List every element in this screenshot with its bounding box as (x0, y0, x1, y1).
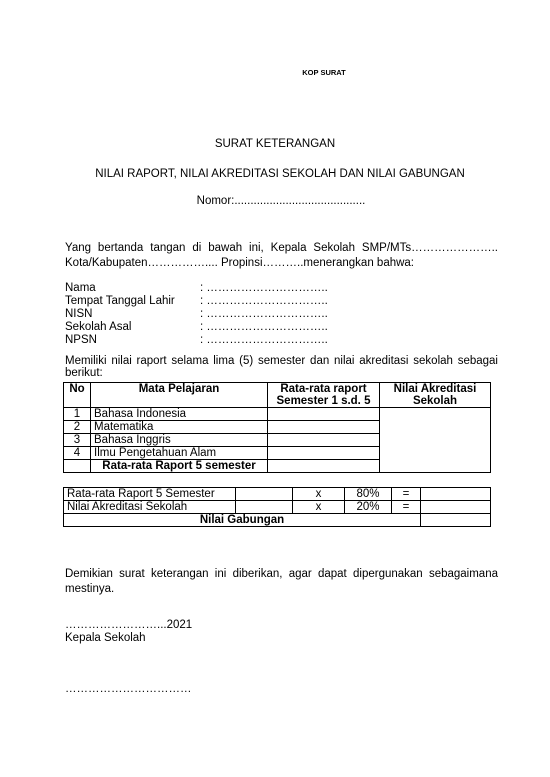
document-number: Nomor:......................................... (196, 195, 366, 207)
signature-name-line: …………………………… (65, 683, 192, 695)
row-subject: Ilmu Pengetahuan Alam (91, 447, 268, 460)
header-akred-line-2: Sekolah (412, 395, 458, 407)
score-result-cell (421, 501, 491, 514)
document-title: SURAT KETERANGAN (214, 138, 336, 150)
field-label: Nama (65, 282, 96, 294)
combined-score-result-cell (421, 514, 491, 527)
table-row (64, 488, 491, 501)
header-rata-line-1: Rata-rata raport (280, 383, 367, 395)
grades-intro-line-1: Memiliki nilai raport selama lima (5) semester dan nilai akreditasi sekolah sebagai (65, 355, 498, 367)
score-weight: 80% (345, 488, 392, 501)
field-label: Tempat Tanggal Lahir (65, 294, 175, 307)
score-label: Rata-rata Raport 5 Semester (64, 488, 236, 501)
grades-intro-line-2: berikut: (65, 366, 103, 379)
table-row (64, 501, 491, 514)
closing-paragraph (65, 567, 498, 596)
combined-score-table (63, 487, 491, 527)
row-no: 2 (64, 421, 91, 434)
row-no: 4 (64, 447, 91, 460)
footer-empty-cell (64, 460, 91, 473)
score-value-cell (236, 501, 293, 514)
field-value: : ………………………….. (200, 307, 328, 320)
field-row-sekolah-asal (65, 321, 328, 334)
row-no: 3 (64, 434, 91, 447)
header-rata-line-2: Semester 1 s.d. 5 (276, 395, 371, 407)
closing-line-2: mestinya. (65, 582, 115, 595)
combined-score-footer-row (64, 514, 491, 527)
score-result-cell (421, 488, 491, 501)
score-equals: = (392, 488, 421, 501)
row-subject: Bahasa Indonesia (91, 408, 268, 421)
score-value-cell (236, 488, 293, 501)
intro-line-2: Kota/Kabupaten…………….... Propinsi………..menerangkan bahwa: (65, 257, 415, 269)
row-average-cell (268, 434, 380, 447)
grades-intro-paragraph (65, 356, 498, 379)
table-row (64, 408, 491, 421)
field-label: NPSN (65, 333, 97, 346)
score-operator: x (293, 501, 345, 514)
accreditation-cell (380, 408, 491, 473)
header-rata-rata-raport (268, 383, 380, 408)
row-average-cell (268, 447, 380, 460)
closing-line-1: Demikian surat keterangan ini diberikan, agar dapat dipergunakan sebagaimana (65, 568, 498, 580)
document-subtitle: NILAI RAPORT, NILAI AKREDITASI SEKOLAH DAN NILAI GABUNGAN (95, 168, 465, 180)
header-no: No (64, 383, 91, 408)
score-operator: x (293, 488, 345, 501)
score-equals: = (392, 501, 421, 514)
student-fields (65, 282, 328, 347)
header-akred-line-1: Nilai Akreditasi (393, 383, 477, 395)
field-row-npsn (65, 334, 328, 347)
field-row-ttl (65, 295, 328, 308)
field-row-nama (65, 282, 328, 295)
score-weight: 20% (345, 501, 392, 514)
combined-score-label: Nilai Gabungan (64, 514, 421, 527)
score-label: Nilai Akreditasi Sekolah (64, 501, 236, 514)
row-no: 1 (64, 408, 91, 421)
row-subject: Bahasa Inggris (91, 434, 268, 447)
row-average-cell (268, 421, 380, 434)
field-value: : ………………………….. (200, 294, 328, 307)
field-row-nisn (65, 308, 328, 321)
row-average-cell (268, 408, 380, 421)
signature-date: ……………………...2021 (65, 619, 193, 631)
grades-table-header-row (64, 383, 491, 408)
header-mata-pelajaran: Mata Pelajaran (91, 383, 268, 408)
field-value: : ………………………….. (200, 282, 328, 294)
intro-paragraph (65, 241, 498, 271)
intro-line-1: Yang bertanda tangan di bawah ini, Kepala Sekolah SMP/MTs………………….. (65, 242, 498, 254)
footer-average-cell (268, 460, 380, 473)
signature-role: Kepala Sekolah (65, 632, 146, 644)
field-value: : ………………………….. (200, 333, 328, 346)
footer-label: Rata-rata Raport 5 semester (91, 460, 268, 473)
letterhead-placeholder: KOP SURAT (302, 68, 346, 77)
field-value: : ………………………….. (200, 320, 328, 333)
field-label: Sekolah Asal (65, 320, 132, 333)
grades-table (63, 382, 491, 473)
field-label: NISN (65, 307, 93, 320)
header-nilai-akreditasi (380, 383, 491, 408)
row-subject: Matematika (91, 421, 268, 434)
